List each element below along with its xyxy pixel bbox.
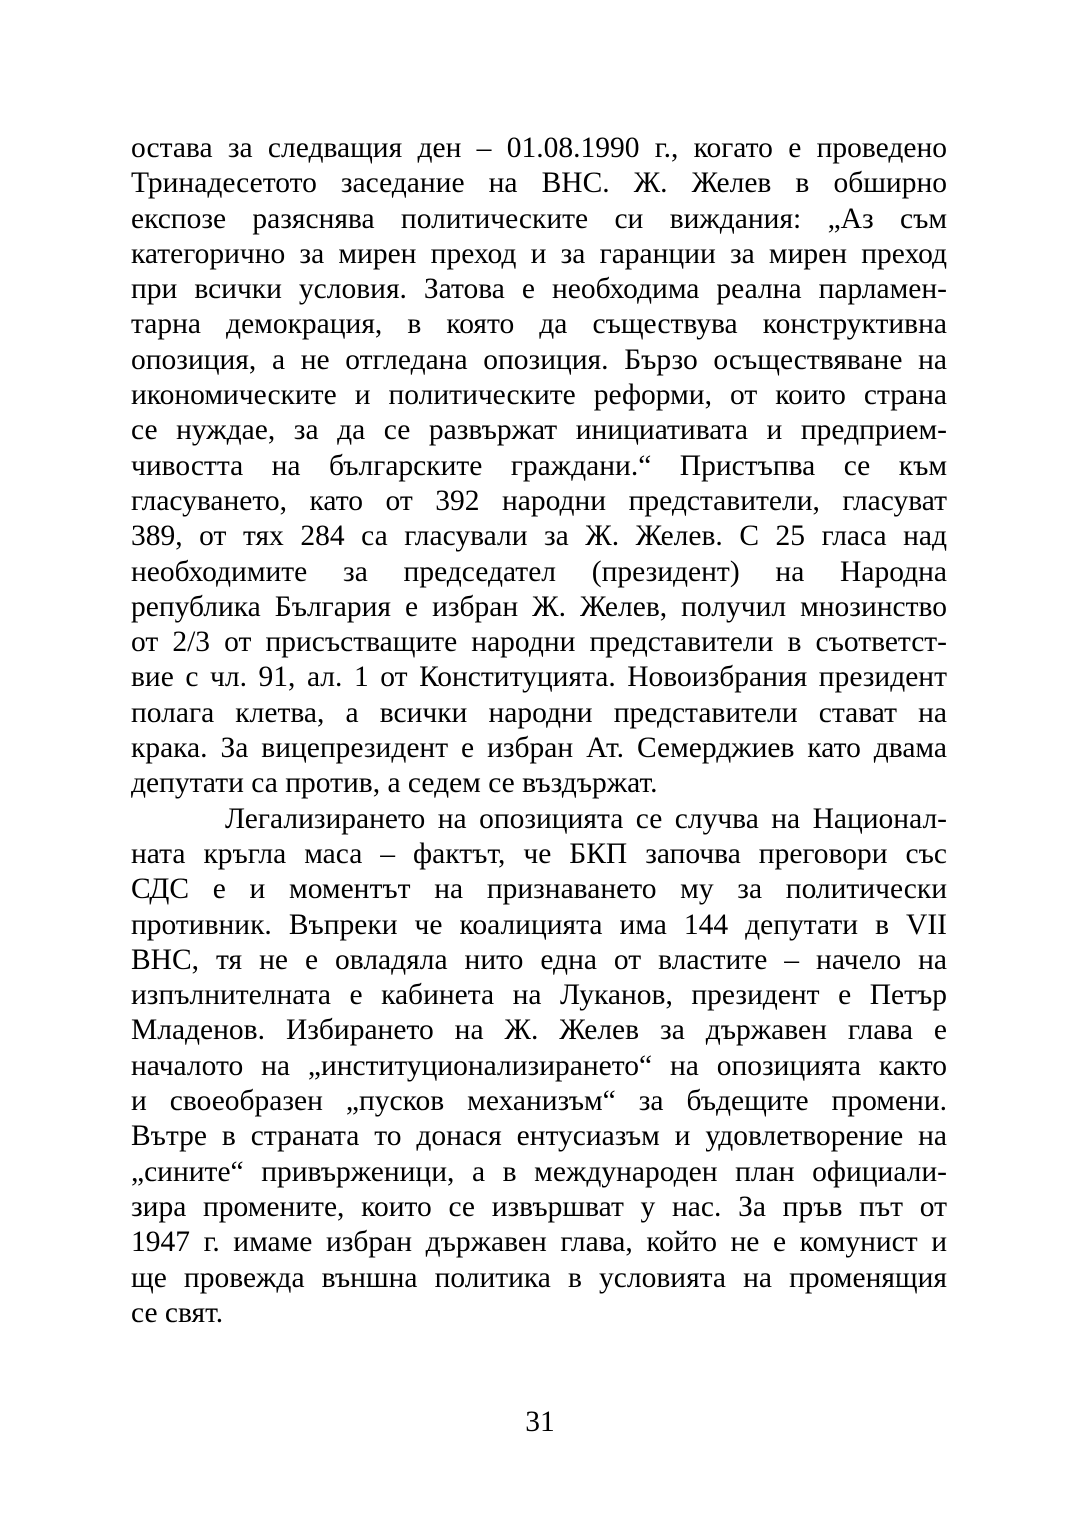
text-line: от 2/3 от присъстващите народни представители в съответст- [131,626,947,659]
text-line: СДС е и моментът на признаването му за политически [131,873,947,906]
text-line: ВНС, тя не е овладяла нито една от властите – начело на [131,943,947,976]
text-line: тарна демокрация, в която да съществува конструктивна [131,308,947,341]
text-line: при всички условия. Затова е необходима реална парламен- [131,273,947,306]
text-line: началото на „институционализирането“ на опозицията както [131,1049,947,1082]
text-line: Младенов. Избирането на Ж. Желев за държавен глава е [131,1014,947,1047]
text-line: вие с чл. 91, ал. 1 от Конституцията. Новоизбрания президент [131,661,947,694]
text-line: полага клетва, а всички народни представители стават на [131,696,947,729]
text-line: „сините“ привърженици, а в международен план официали- [131,1155,947,1188]
text-line: противник. Въпреки че коалицията има 144 депутати в VII [131,908,947,941]
paragraph-1 [131,131,947,802]
text-line: зира промените, които се извършват у нас. За пръв път от [131,1190,947,1223]
text-line: ще провежда външна политика в условията на променящия [131,1261,947,1294]
text-line: остава за следващия ден – 01.08.1990 г., когато е проведено [131,132,947,164]
text-line: и своеобразен „пусков механизъм“ за бъдещите промени. [131,1085,947,1118]
paragraph-2 [131,802,947,1331]
text-line: ната кръгла маса – фактът, че БКП започва преговори със [131,837,947,870]
text-line: Вътре в страната то донася ентусиазъм и удовлетворение на [131,1120,947,1153]
text-line: депутати са против, а седем се въздържат. [131,767,658,800]
text-line: крака. За вицепрезидент е избран Ат. Семерджиев като двама [131,732,947,765]
text-line: се свят. [131,1296,224,1329]
text-line: Легализирането на опозицията се случва на Национал- [225,802,947,835]
text-line: експозе разяснява политическите си виждания: „Аз съм [131,202,947,235]
text-line: опозиция, а не отгледана опозиция. Бързо осъществяване на [131,343,947,376]
page-number: 31 [525,1406,555,1438]
text-line: чивостта на българските граждани.“ Пристъпва се към [131,449,947,482]
text-line: изпълнителната е кабинета на Луканов, президент е Петър [131,979,947,1012]
text-line: 389, от тях 284 са гласували за Ж. Желев. С 25 гласа над [131,520,947,553]
text-line: категорично за мирен преход и за гаранции за мирен преход [131,237,947,270]
body-text [131,131,947,1331]
text-line: гласуването, като от 392 народни представители, гласуват [131,484,947,517]
text-line: република България е избран Ж. Желев, получил мнозинство [131,590,947,623]
text-line: необходимите за председател (президент) на Народна [131,555,947,588]
text-line: се нуждае, за да се развържат инициативата и предприем- [131,414,947,447]
text-line: 1947 г. имаме избран държавен глава, който не е комунист и [131,1226,947,1259]
text-line: Тринадесетото заседание на ВНС. Ж. Желев в обширно [131,167,947,200]
text-line: икономическите и политическите реформи, от които страна [131,379,947,412]
